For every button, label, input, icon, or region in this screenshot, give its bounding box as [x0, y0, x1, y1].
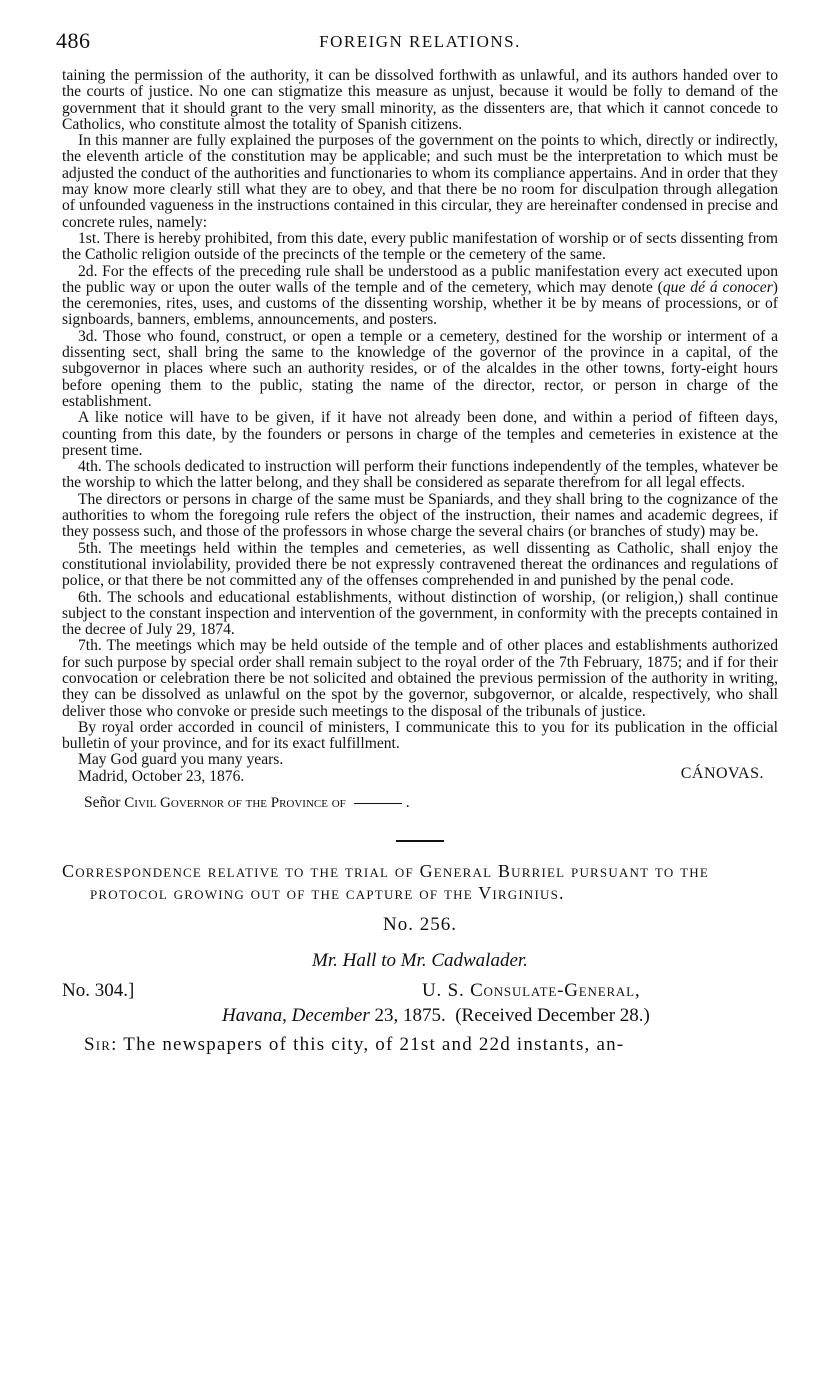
dispatch-number: No. 304.] — [62, 980, 135, 1002]
rule-2d-italic: que dé á conocer — [662, 278, 773, 296]
dispatch-heading — [62, 980, 778, 1028]
rule-7th: 7th. The meetings which may be held outside of the temple and of other places and establishments authorized for such purpose by special order shall remain subject to the royal order of the 7th February, 1875; and if for their convocation or celebration there be not solicited and obtained the previous permission of the authority in writing, they can be dissolved as unlawful on the spot by the governor, subgovernor, or alcalde, respectively, who shall deliver those who convoke or preside such meetings to the disposal of the tribunals of justice. — [62, 637, 778, 720]
rule-3d: 3d. Those who found, construct, or open a temple or a cemetery, destined for the worship or interment of a dissenting sect, shall bring the same to the knowledge of the governor of the province in a capital, of the subgovernor in places where such an authority resides, or of the alcaldes in the other towns, forty-eight hours before opening them to the public, stating the name of the director, rector, or person in charge of the establishment. — [62, 327, 778, 410]
document-number: No. 256. — [383, 914, 457, 936]
running-head: FOREIGN RELATIONS. — [319, 32, 521, 51]
document-page — [56, 28, 778, 1056]
paragraph-purposes: In this manner are fully explained the purposes of the government on the points to which, directly or indirectly, the eleventh article of the constitution may be applicable; and such must be the interpretation to which must be adjusted the conduct of the authorities and functionaries to whom its compliance appertains. And in order that they may know more clearly still what they are to obey, and that there be no room for disculpation through allegation of unfounded vagueness in the instructions contained in this circular, they are hereinafter condensed in precise and concrete rules, namely: — [62, 132, 778, 231]
closing-place-date: Madrid, October 23, 1876. — [78, 767, 245, 785]
closing-block — [62, 752, 778, 788]
paragraph-directors: The directors or persons in charge of the same must be Spaniards, and they shall bring to the cognizance of the authorities to whom the foregoing rule refers the object of the instruction, their names and academic degrees, if they possess such, and those of the professors in whose charge the several chairs (or branches of study) may be. — [62, 490, 778, 541]
closing-left — [78, 752, 283, 785]
dispatch-office: U. S. Consulate-General, — [422, 980, 641, 1002]
addressee-prefix: Señor — [84, 794, 121, 812]
page-header — [56, 28, 778, 56]
blank-dash — [354, 803, 402, 804]
addressee-title: Civil Governor of the Province of — [124, 795, 346, 812]
rule-4th: 4th. The schools dedicated to instruction will perform their functions independently of the temples, whatever be the worship to which the latter belong, and they shall be considered as separate therefrom for all legal effects. — [62, 458, 778, 492]
rule-2d-text-a: 2d. For the effects of the preceding rule shall be understood as a public manifestation every act executed upon the public way or upon the outer walls of the temple and of the cemetery, which may denote ( — [62, 262, 778, 296]
paragraph-royal-order: By royal order accorded in council of ministers, I communicate this to you for its publication in the official bulletin of your province, and for its exact fulfillment. — [62, 718, 778, 753]
dispatch-received: (Received December 28.) — [455, 1005, 650, 1027]
paragraph-notice: A like notice will have to be given, if it have not already been done, and within a period of fifteen days, counting from this date, by the founders or persons in charge of the temples and cemeteries in existence at the present time. — [62, 409, 778, 459]
addressee-suffix: . — [405, 794, 410, 812]
dispatch-date-month: December — [291, 1005, 370, 1027]
paragraph-continuation: taining the permission of the authority, it can be dissolved forthwith as unlawful, and its authors handed over to the courts of justice. No one can stigmatize this measure as unjust, because it would be folly to demand of the government that it should grant to the very small minority, as the dissenters are, that which it cannot concede to Catholics, who constitute almost the totality of Spanish citizens. — [62, 67, 778, 133]
signature: CÁNOVAS. — [680, 765, 764, 783]
section-separator — [396, 840, 444, 842]
circular-body — [62, 68, 778, 752]
dispatch-place: Havana — [222, 1005, 283, 1027]
rule-5th: 5th. The meetings held within the temples and cemeteries, as well dissenting as Catholic, shall enjoy the constitutional inviolability, provided there be not expressly contravened thereat the ordinances and regulations of police, or that there be not committed any of the offenses comprehended in and punished by the penal code. — [62, 539, 778, 590]
addressee-line — [84, 794, 778, 812]
rule-2d-text-b: ) the ceremonies, rites, uses, and customs of the dissenting worship, whether it be by means of processions, or of signboards, banners, emblems, announcements, and posters. — [62, 278, 778, 329]
dispatch-date-rest: 23, 1875. — [369, 1005, 446, 1027]
rule-6th: 6th. The schools and educational establishments, without distinction of worship, (or religion,) shall continue subject to the constant inspection and intervention of the government, in conformity with the precepts contained in the decree of July 29, 1874. — [62, 588, 778, 639]
section-title: Correspondence relative to the trial of General Burriel pursuant to the protocol growing out of the capture of the Virginius. — [62, 861, 709, 904]
rule-2d — [62, 264, 778, 329]
salutation-line — [62, 1034, 778, 1056]
salutation-sir: Sir — [84, 1034, 112, 1056]
dispatch-dateline: Havana, December 23, 1875. (Received December 28.) — [222, 1005, 650, 1027]
letter-title: Mr. Hall to Mr. Cadwalader. — [312, 950, 528, 972]
closing-greeting: May God guard you many years. — [78, 751, 284, 769]
rule-1st: 1st. There is hereby prohibited, from this date, every public manifestation of worship or of sects dissenting from the Catholic religion outside of the precincts of the temple or the cemetery of the same. — [62, 229, 778, 264]
page-number: 486 — [56, 28, 91, 53]
salutation-text: : The newspapers of this city, of 21st and 22d instants, an- — [111, 1034, 625, 1056]
